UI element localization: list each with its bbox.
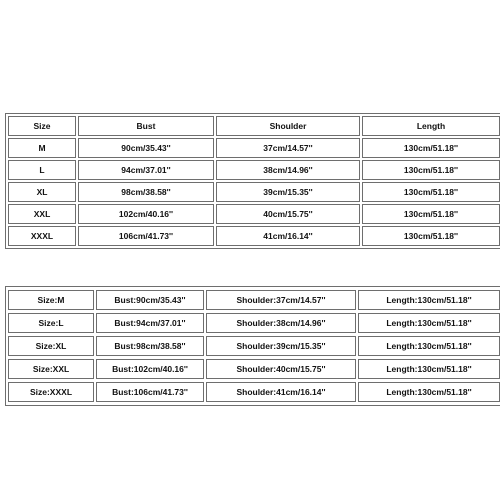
cell-size: Size:XXL <box>8 359 94 379</box>
cell-bust: 98cm/38.58'' <box>78 182 214 202</box>
size-chart-inline-table <box>5 286 500 406</box>
table-row <box>8 313 500 333</box>
table-row <box>8 182 500 202</box>
table-row <box>8 226 500 246</box>
cell-length: 130cm/51.18'' <box>362 160 500 180</box>
header-bust: Bust <box>78 116 214 136</box>
cell-bust: 94cm/37.01'' <box>78 160 214 180</box>
cell-length: 130cm/51.18'' <box>362 182 500 202</box>
cell-bust: Bust:94cm/37.01'' <box>96 313 204 333</box>
cell-length: Length:130cm/51.18'' <box>358 382 500 402</box>
cell-shoulder: 41cm/16.14'' <box>216 226 360 246</box>
header-size: Size <box>8 116 76 136</box>
cell-size: Size:XL <box>8 336 94 356</box>
cell-shoulder: 38cm/14.96'' <box>216 160 360 180</box>
cell-size: Size:M <box>8 290 94 310</box>
cell-bust: Bust:90cm/35.43'' <box>96 290 204 310</box>
header-length: Length <box>362 116 500 136</box>
cell-shoulder: Shoulder:39cm/15.35'' <box>206 336 356 356</box>
table-row <box>8 382 500 402</box>
size-chart-table <box>5 113 500 249</box>
cell-size: XL <box>8 182 76 202</box>
table-row <box>8 138 500 158</box>
cell-size: Size:XXXL <box>8 382 94 402</box>
cell-bust: 90cm/35.43'' <box>78 138 214 158</box>
cell-shoulder: 37cm/14.57'' <box>216 138 360 158</box>
cell-shoulder: Shoulder:37cm/14.57'' <box>206 290 356 310</box>
cell-shoulder: 40cm/15.75'' <box>216 204 360 224</box>
cell-length: 130cm/51.18'' <box>362 204 500 224</box>
cell-bust: 106cm/41.73'' <box>78 226 214 246</box>
table-row <box>8 290 500 310</box>
cell-size: M <box>8 138 76 158</box>
cell-size: XXXL <box>8 226 76 246</box>
cell-length: Length:130cm/51.18'' <box>358 359 500 379</box>
cell-bust: 102cm/40.16'' <box>78 204 214 224</box>
cell-bust: Bust:106cm/41.73'' <box>96 382 204 402</box>
cell-shoulder: Shoulder:41cm/16.14'' <box>206 382 356 402</box>
table-row <box>8 359 500 379</box>
table-row <box>8 336 500 356</box>
cell-length: 130cm/51.18'' <box>362 226 500 246</box>
table-row <box>8 160 500 180</box>
cell-length: Length:130cm/51.18'' <box>358 313 500 333</box>
cell-bust: Bust:98cm/38.58'' <box>96 336 204 356</box>
table-row <box>8 204 500 224</box>
cell-shoulder: 39cm/15.35'' <box>216 182 360 202</box>
cell-bust: Bust:102cm/40.16'' <box>96 359 204 379</box>
cell-size: Size:L <box>8 313 94 333</box>
cell-size: XXL <box>8 204 76 224</box>
cell-shoulder: Shoulder:38cm/14.96'' <box>206 313 356 333</box>
header-shoulder: Shoulder <box>216 116 360 136</box>
cell-length: Length:130cm/51.18'' <box>358 290 500 310</box>
cell-length: Length:130cm/51.18'' <box>358 336 500 356</box>
table-header-row <box>8 116 500 136</box>
cell-shoulder: Shoulder:40cm/15.75'' <box>206 359 356 379</box>
cell-length: 130cm/51.18'' <box>362 138 500 158</box>
cell-size: L <box>8 160 76 180</box>
